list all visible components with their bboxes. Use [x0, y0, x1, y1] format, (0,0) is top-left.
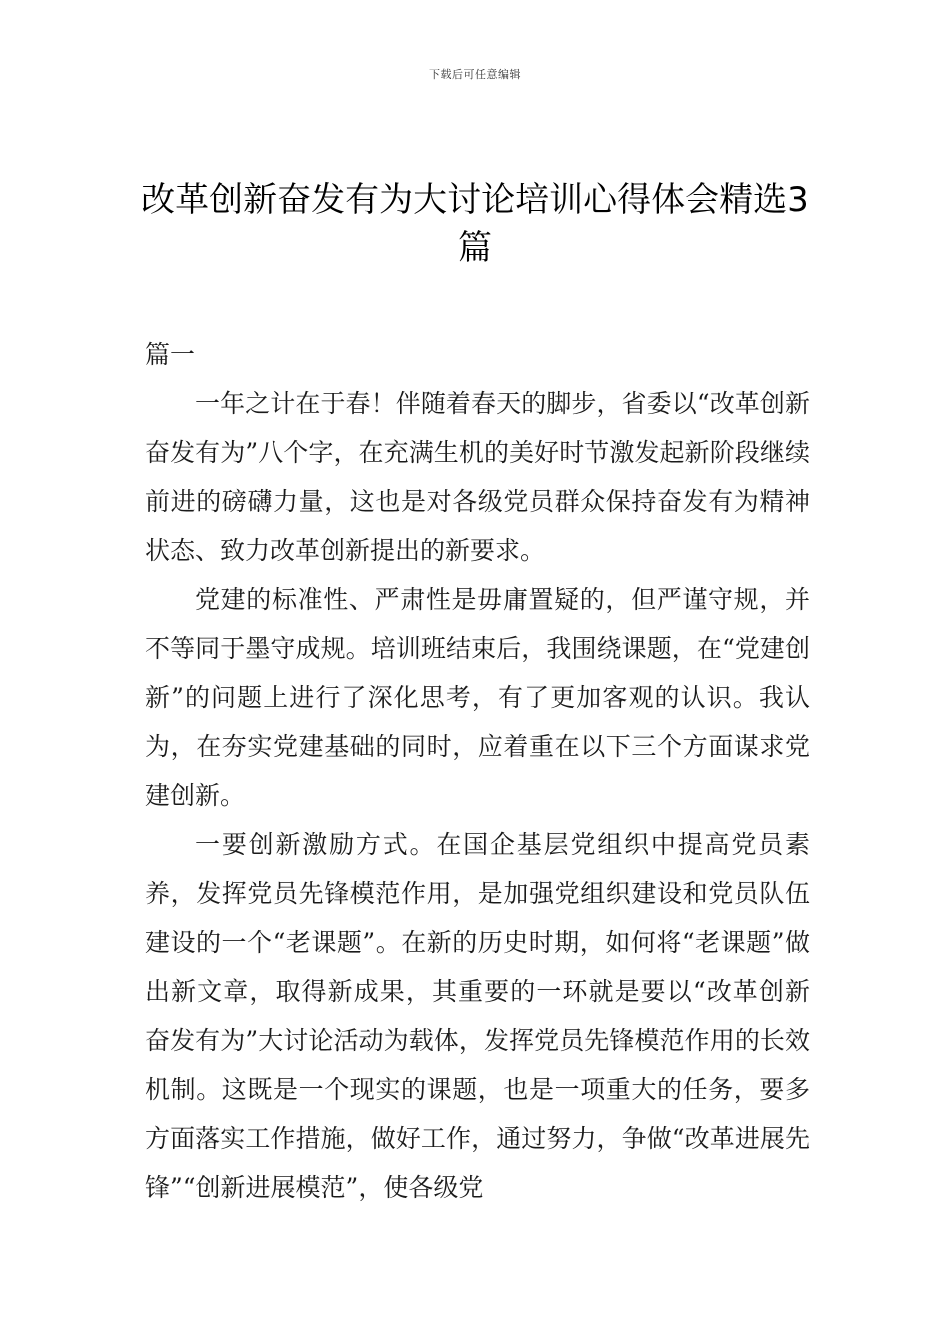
document-body [145, 330, 810, 1212]
section-label: 篇一 [145, 340, 196, 369]
header-note: 下载后可任意编辑 [429, 68, 521, 81]
document-title: 改革创新奋发有为大讨论培训心得体会精选3篇 [141, 180, 809, 268]
paragraph-3: 一要创新激励方式。在国企基层党组织中提高党员素养，发挥党员先锋模范作用，是加强党组织建设和党员队伍建设的一个“老课题”。在新的历史时期，如何将“老课题”做出新文章，取得新成果，其重要的一环就是要以“改革创新 奋发有为”大讨论活动为载体，发挥党员先锋模范作用的长效机制。这既是一个现实的课题，也是一项重大的任务，要多方面落实工作措施，做好工作，通过努力，争做“改革进展先锋”“创新进展模范”，使各级党 [145, 830, 810, 1202]
paragraph-1: 一年之计在于春！伴随着春天的脚步，省委以“改革创新 奋发有为”八个字，在充满生机的美好时节激发起新阶段继续前进的磅礴力量，这也是对各级党员群众保持奋发有为精神状态、致力改革创新提出的新要求。 [145, 389, 810, 565]
paragraph-2: 党建的标准性、严肃性是毋庸置疑的，但严谨守规，并不等同于墨守成规。培训班结束后，我围绕课题，在“党建创新”的问题上进行了深化思考，有了更加客观的认识。我认为，在夯实党建基础的同时，应着重在以下三个方面谋求党建创新。 [145, 585, 810, 810]
